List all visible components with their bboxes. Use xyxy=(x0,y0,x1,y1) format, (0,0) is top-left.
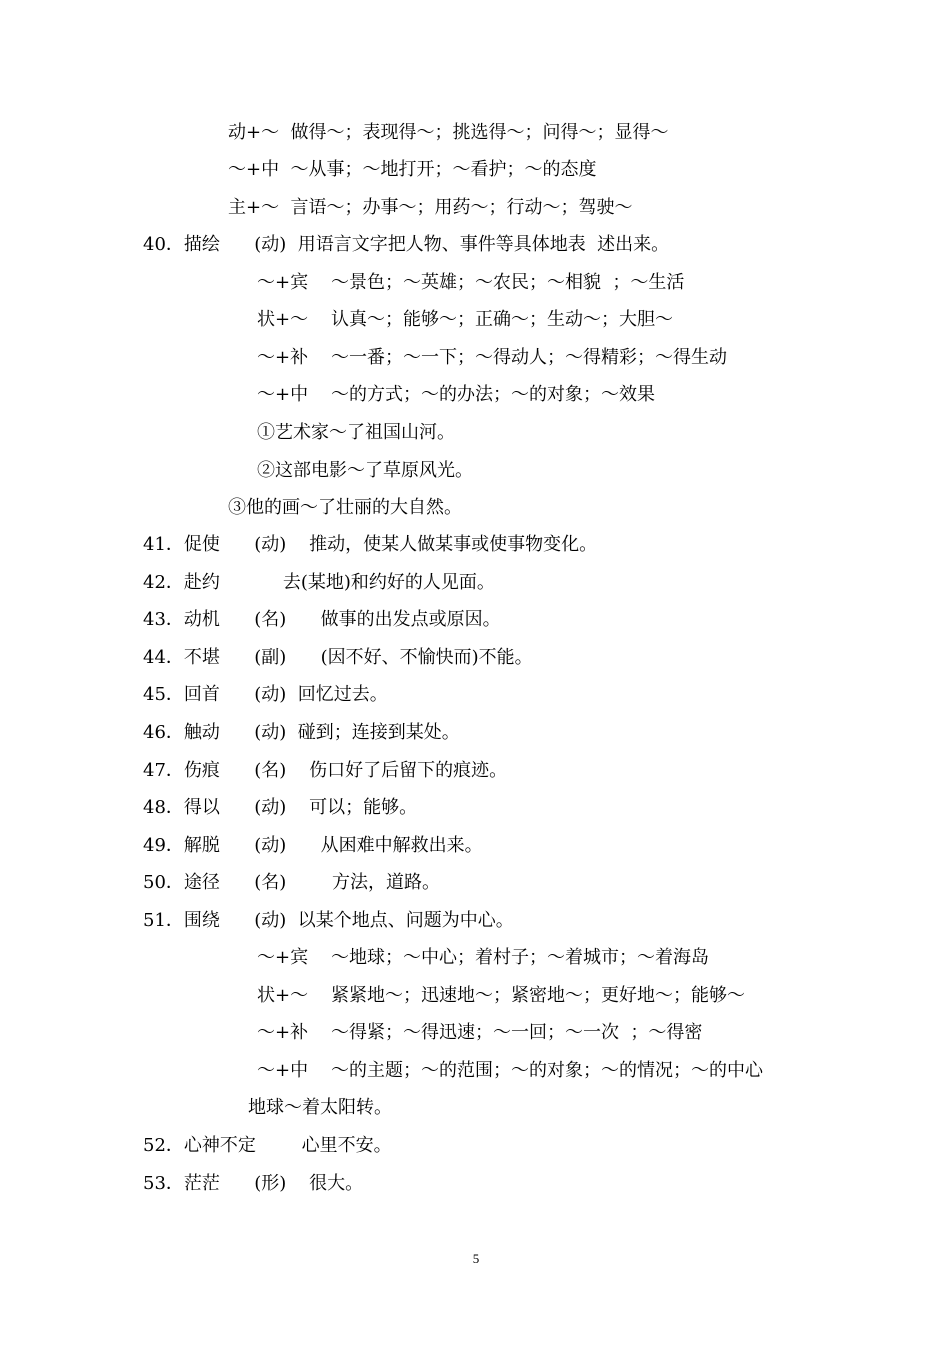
entry-49: 49．解脱 (动) 从困难中解救出来。 xyxy=(143,835,483,856)
entry-53: 53．茫茫 (形) 很大。 xyxy=(143,1173,364,1194)
entry-45: 45．回首 (动) 回忆过去。 xyxy=(143,684,388,705)
entry-51-example: 地球～着太阳转。 xyxy=(248,1097,392,1118)
entry-51-heading: 51．围绕 (动) 以某个地点、问题为中心。 xyxy=(143,910,514,931)
entry-51-collocation-complement: ～+补 ～得紧；～得迅速；～一回；～一次 ；～得密 xyxy=(257,1022,703,1043)
page-number: 5 xyxy=(472,1251,480,1266)
entry-47: 47．伤痕 (名) 伤口好了后留下的痕迹。 xyxy=(143,760,508,781)
entry-52: 52．心神不定 心里不安。 xyxy=(143,1135,392,1156)
entry-40-example-2: ②这部电影～了草原风光。 xyxy=(257,460,473,481)
entry-51-collocation-object: ～+宾 ～地球；～中心；着村子；～着城市；～着海岛 xyxy=(257,947,709,968)
entry-51-collocation-modifier: ～+中 ～的主题；～的范围；～的对象；～的情况；～的中心 xyxy=(257,1060,763,1081)
entry-51-collocation-adverbial: 状+～ 紧紧地～；迅速地～；紧密地～；更好地～；能够～ xyxy=(257,985,745,1006)
entry-44: 44．不堪 (副) (因不好、不愉快而)不能。 xyxy=(143,647,533,668)
entry-40-collocation-adverbial: 状+～ 认真～；能够～；正确～；生动～；大胆～ xyxy=(257,309,673,330)
entry-50: 50．途径 (名) 方法，道路。 xyxy=(143,872,441,893)
entry-43: 43．动机 (名) 做事的出发点或原因。 xyxy=(143,609,501,630)
entry-48: 48．得以 (动) 可以；能够。 xyxy=(143,797,418,818)
entry-39-collocation-verb: 动+～ 做得～；表现得～；挑选得～；问得～；显得～ xyxy=(228,122,669,143)
entry-40-heading: 40．描绘 (动) 用语言文字把人物、事件等具体地表 述出来。 xyxy=(143,234,670,255)
entry-40-example-1: ①艺术家～了祖国山河。 xyxy=(257,422,455,443)
entry-41: 41．促使 (动) 推动，使某人做某事或使事物变化。 xyxy=(143,534,598,555)
entry-39-collocation-modifier: ～+中 ～从事；～地打开；～看护；～的态度 xyxy=(228,159,597,180)
entry-40-collocation-modifier: ～+中 ～的方式；～的办法；～的对象；～效果 xyxy=(257,384,655,405)
entry-40-example-3: ③他的画～了壮丽的大自然。 xyxy=(228,497,462,518)
entry-40-collocation-complement: ～+补 ～一番；～一下；～得动人；～得精彩；～得生动 xyxy=(257,347,727,368)
entry-40-collocation-object: ～+宾 ～景色；～英雄；～农民；～相貌 ；～生活 xyxy=(257,272,685,293)
entry-42: 42．赴约 去(某地)和约好的人见面。 xyxy=(143,572,495,593)
entry-46: 46．触动 (动) 碰到；连接到某处。 xyxy=(143,722,460,743)
entry-39-collocation-subject: 主+～ 言语～；办事～；用药～；行动～；驾驶～ xyxy=(228,197,633,218)
